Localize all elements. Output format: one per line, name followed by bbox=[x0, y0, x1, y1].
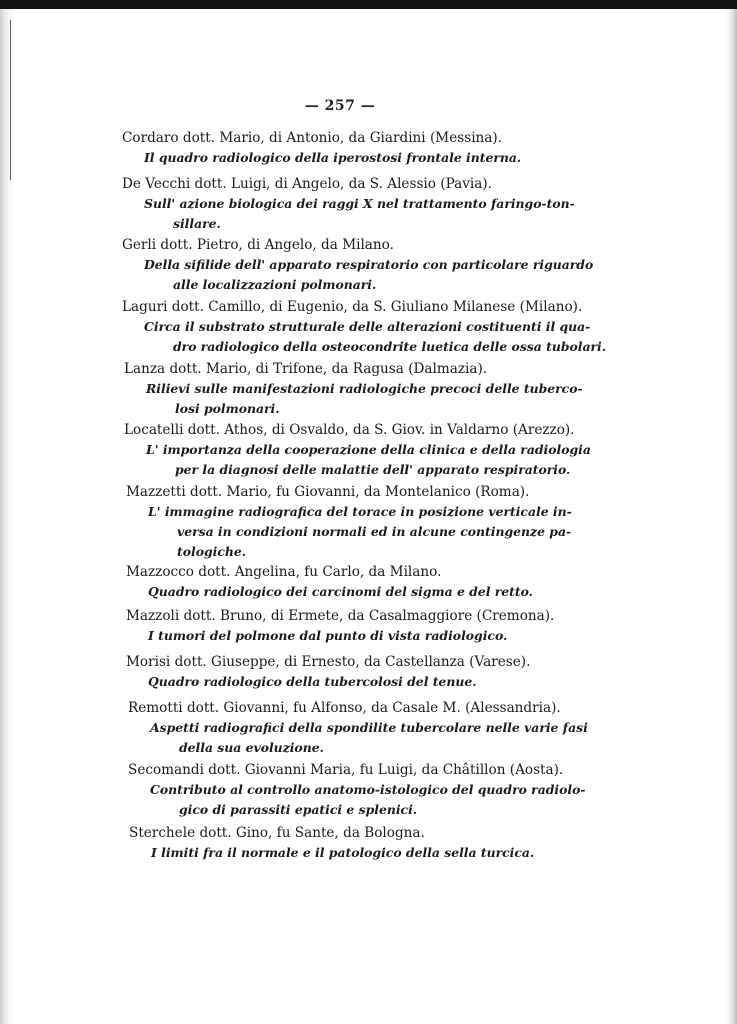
entry-title-line: Quadro radiologico dei carcinomi del sigma e del retto. bbox=[148, 584, 533, 599]
list-item bbox=[126, 652, 706, 692]
entry-title-line: Rilievi sulle manifestazioni radiologiche precoci delle tuberco- bbox=[146, 381, 583, 396]
list-item bbox=[124, 359, 704, 419]
entry-title bbox=[126, 626, 706, 646]
list-item bbox=[126, 482, 706, 562]
entry-title-line: L' immagine radiografica del torace in posizione verticale in- bbox=[148, 504, 572, 519]
entry-title-line: Il quadro radiologico della iperostosi frontale interna. bbox=[144, 150, 522, 165]
entry-author: Mazzoli dott. Bruno, di Ermete, da Casalmaggiore (Cremona). bbox=[126, 608, 555, 624]
entry-title bbox=[122, 317, 702, 357]
entry-author: Gerli dott. Pietro, di Angelo, da Milano. bbox=[122, 237, 394, 253]
entry-title-line: gico di parassiti epatici e splenici. bbox=[179, 802, 418, 817]
entry-title-line: Della sifilide dell' apparato respiratorio con particolare riguardo bbox=[144, 257, 594, 272]
list-item bbox=[122, 128, 702, 168]
entry-title-line: losi polmonari. bbox=[175, 401, 280, 416]
entry-author: Remotti dott. Giovanni, fu Alfonso, da Casale M. (Alessandria). bbox=[128, 700, 561, 716]
entry-title-line: I tumori del polmone dal punto di vista radiologico. bbox=[148, 628, 508, 643]
entry-title-line: Contributo al controllo anatomo-istologico del quadro radiolo- bbox=[150, 782, 586, 797]
list-item bbox=[128, 698, 708, 758]
entry-title-line: I limiti fra il normale e il patologico della sella turcica. bbox=[151, 845, 535, 860]
entry-author: Laguri dott. Camillo, di Eugenio, da S. Giuliano Milanese (Milano). bbox=[122, 299, 583, 315]
entry-author: De Vecchi dott. Luigi, di Angelo, da S. Alessio (Pavia). bbox=[122, 176, 492, 192]
entry-title-line: L' importanza della cooperazione della clinica e della radiologia bbox=[146, 442, 591, 457]
list-item bbox=[122, 297, 702, 357]
entry-title-line: Aspetti radiografici della spondilite tubercolare nelle varie fasi bbox=[150, 720, 588, 735]
entry-title-line: Sull' azione biologica dei raggi X nel trattamento faringo-ton- bbox=[144, 196, 575, 211]
entry-author: Lanza dott. Mario, di Trifone, da Ragusa (Dalmazia). bbox=[124, 361, 488, 377]
entry-author: Sterchele dott. Gino, fu Sante, da Bologna. bbox=[129, 825, 425, 841]
entry-author: Secomandi dott. Giovanni Maria, fu Luigi, da Châtillon (Aosta). bbox=[128, 762, 564, 778]
entry-title-line: sillare. bbox=[173, 216, 221, 231]
entry-author: Cordaro dott. Mario, di Antonio, da Giardini (Messina). bbox=[122, 130, 503, 146]
entry-title-line: dro radiologico della osteocondrite luetica delle ossa tubolari. bbox=[173, 339, 607, 354]
entry-author: Mazzocco dott. Angelina, fu Carlo, da Milano. bbox=[126, 564, 442, 580]
list-item bbox=[126, 606, 706, 646]
entry-title-line: tologiche. bbox=[177, 544, 247, 559]
entry-title bbox=[128, 718, 708, 758]
entry-author: Morisi dott. Giuseppe, di Ernesto, da Castellanza (Varese). bbox=[126, 654, 531, 670]
entry-title-line: Quadro radiologico della tubercolosi del tenue. bbox=[148, 674, 477, 689]
list-item bbox=[122, 235, 702, 295]
entry-title bbox=[124, 379, 704, 419]
entry-title bbox=[126, 672, 706, 692]
entry-title bbox=[126, 502, 706, 562]
entry-title bbox=[122, 255, 702, 295]
entry-title-line: per la diagnosi delle malattie dell' apparato respiratorio. bbox=[175, 462, 571, 477]
entry-title-line: della sua evoluzione. bbox=[179, 740, 324, 755]
entry-title-line: versa in condizioni normali ed in alcune contingenze pa- bbox=[177, 524, 572, 539]
entry-title bbox=[122, 148, 702, 168]
list-item bbox=[128, 760, 708, 820]
entry-title-line: Circa il substrato strutturale delle alterazioni costituenti il qua- bbox=[144, 319, 591, 334]
page-number: — 257 — bbox=[304, 98, 376, 114]
list-item bbox=[126, 562, 706, 602]
entry-title bbox=[128, 780, 708, 820]
list-item bbox=[129, 823, 709, 863]
entry-author: Mazzetti dott. Mario, fu Giovanni, da Montelanico (Roma). bbox=[126, 484, 530, 500]
entry-title bbox=[126, 582, 706, 602]
entry-title bbox=[129, 843, 709, 863]
entry-author: Locatelli dott. Athos, di Osvaldo, da S. Giov. in Valdarno (Arezzo). bbox=[124, 422, 575, 438]
entry-title bbox=[124, 440, 704, 480]
entry-title bbox=[122, 194, 702, 234]
entry-title-line: alle localizzazioni polmonari. bbox=[173, 277, 377, 292]
list-item bbox=[122, 174, 702, 234]
list-item bbox=[124, 420, 704, 480]
